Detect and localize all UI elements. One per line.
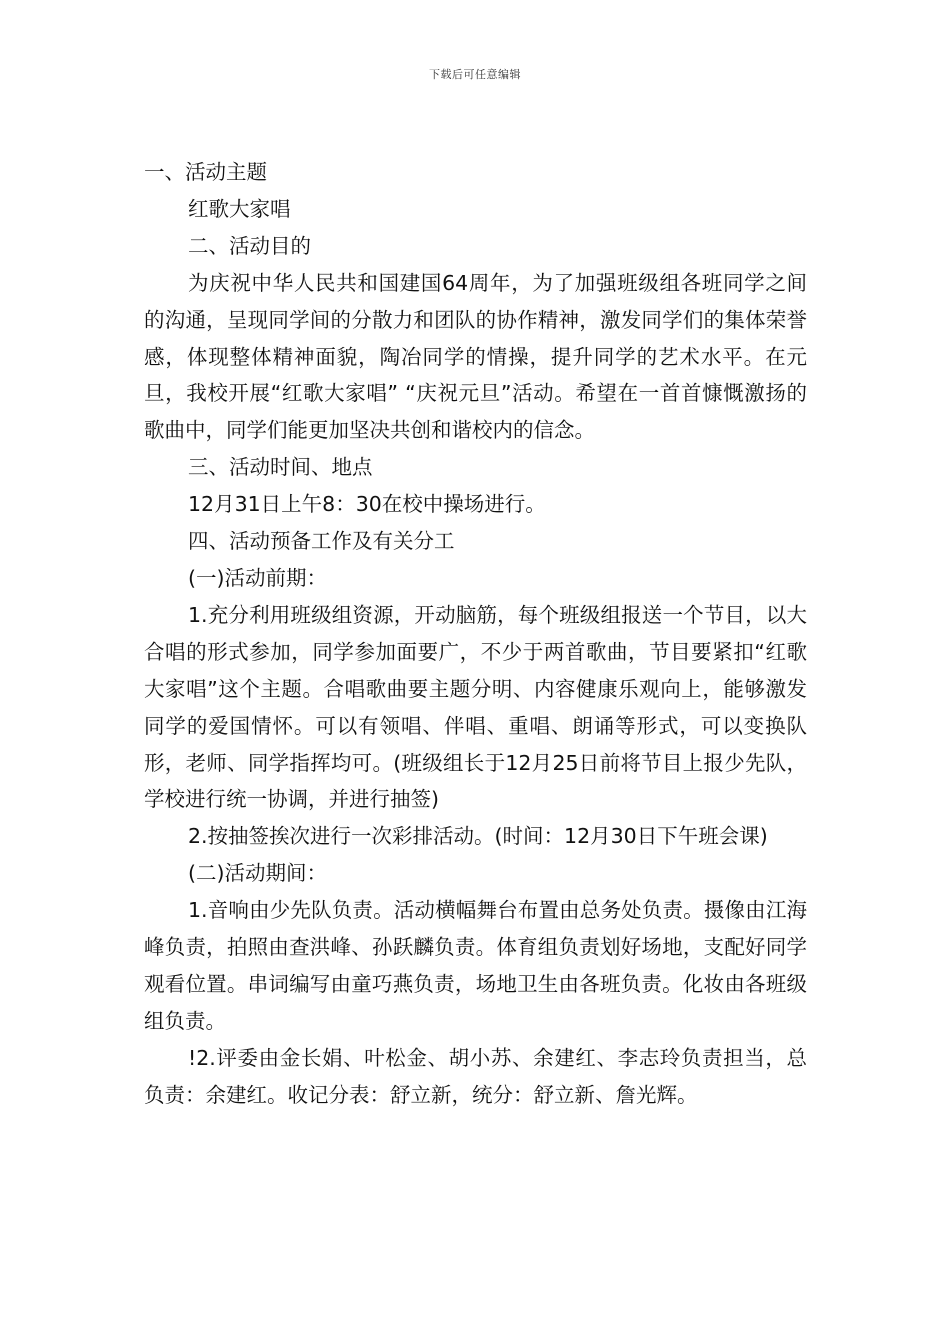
heading-activity-theme: 一、活动主题: [144, 160, 267, 184]
pre-activity-item-2: 2.按抽签挨次进行一次彩排活动。(时间：12月30日下午班会课): [188, 824, 768, 849]
purpose-paragraph: 为庆祝中华人民共和国建国64周年，为了加强班级组各班同学之间的沟通，呈现同学间的分散力和团队的协作精神，激发同学们的集体荣誉感，体现整体精神面貌，陶冶同学的情操，提升同学的艺术水平。在元旦，我校开展“红歌大家唱” “庆祝元旦”活动。希望在一首首慷慨激扬的歌曲中，同学们能更加坚决共创和谐校内的信念。: [144, 270, 807, 443]
during-activity-item-2: !2.评委由金长娟、叶松金、胡小苏、余建红、李志玲负责担当，总负责：余建红。收记分表：舒立新，统分：舒立新、詹光辉。: [144, 1045, 807, 1107]
during-activity-item-1: 1.音响由少先队负责。活动横幅舞台布置由总务处负责。摄像由江海峰负责，拍照由查洪峰、孙跃麟负责。体育组负责划好场地，支配好同学观看位置。串词编写由童巧燕负责，场地卫生由各班负责。化妆由各班级组负责。: [144, 898, 807, 1033]
heading-preparation: 四、活动预备工作及有关分工: [188, 529, 455, 554]
heading-time-place: 三、活动时间、地点: [188, 455, 373, 480]
theme-text: 红歌大家唱: [188, 196, 291, 221]
pre-activity-item-1: 1.充分利用班级组资源，开动脑筋，每个班级组报送一个节目，以大合唱的形式参加，同学参加面要广，不少于两首歌曲，节目要紧扣“红歌大家唱”这个主题。合唱歌曲要主题分明、内容健康乐观向上，能够激发同学的爱国情怀。可以有领唱、伴唱、重唱、朗诵等形式，可以变换队形，老师、同学指挥均可。(班级组长于12月25日前将节目上报少先队，学校进行统一协调，并进行抽签): [144, 602, 807, 812]
time-place-text: 12月31日上午8：30在校中操场进行。: [188, 492, 546, 517]
heading-activity-purpose: 二、活动目的: [188, 233, 311, 258]
subheading-during-activity: (二)活动期间：: [188, 861, 327, 886]
document-body: [144, 154, 807, 1114]
subheading-pre-activity: (一)活动前期：: [188, 565, 327, 590]
page-header: 下载后可任意编辑: [429, 68, 521, 81]
